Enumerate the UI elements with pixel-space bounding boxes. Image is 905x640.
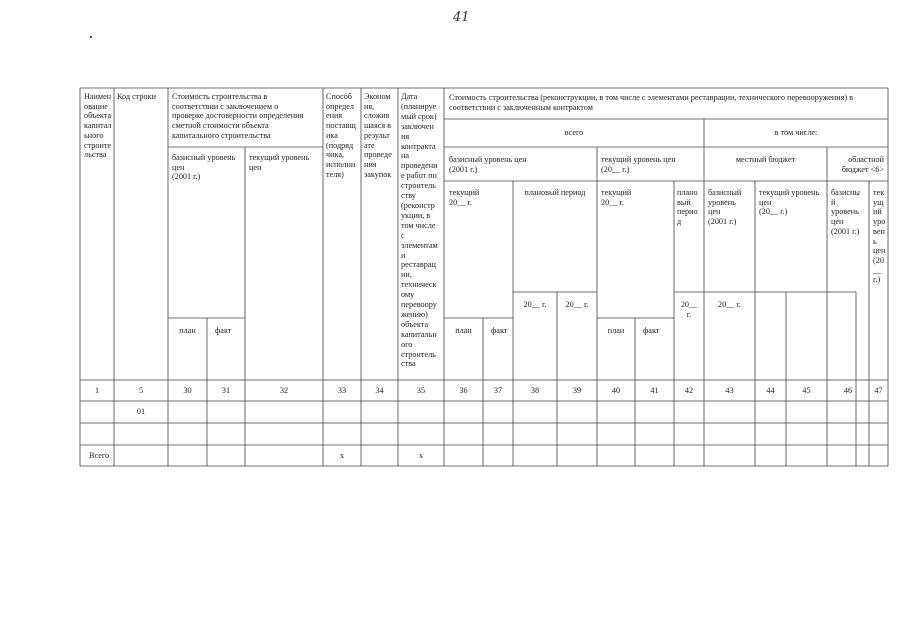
header-plan-2: план bbox=[455, 326, 472, 335]
col-num: 34 bbox=[375, 386, 384, 395]
header-lb-current: текущий уровень цен (20__ г.) bbox=[759, 188, 820, 217]
header-cost-group: Стоимость строительства в соответствии с заключением о проверке достоверности определения сметной стоимости объекта капитального строительства bbox=[172, 92, 304, 140]
header-rb-base: базисны й уровень цен (2001 г.) bbox=[831, 188, 860, 236]
col-num: 43 bbox=[725, 386, 734, 395]
col-num: 36 bbox=[459, 386, 468, 395]
header-year-c: 20__ г. bbox=[680, 300, 698, 319]
header-base-2001: базисный уровень цен (2001 г.) bbox=[449, 155, 527, 174]
header-lb-base: базисный уровень цен (2001 г.) bbox=[708, 188, 742, 227]
col-num: 42 bbox=[684, 386, 694, 395]
col-num: 38 bbox=[530, 386, 540, 395]
col-num: 35 bbox=[416, 386, 426, 395]
header-year-a: 20__ г. bbox=[523, 300, 547, 309]
header-planned-period-short: плано вый перио д bbox=[677, 188, 698, 227]
page-number: 41 bbox=[453, 10, 470, 25]
total-col33: х bbox=[339, 451, 345, 460]
total-col35: х bbox=[418, 451, 424, 460]
header-base-level: базисный уровень цен (2001 г.) bbox=[172, 153, 236, 182]
header-code: Код строки bbox=[117, 92, 156, 101]
col-num: 1 bbox=[94, 386, 100, 395]
row-code: 01 bbox=[136, 407, 146, 416]
header-current-20-a: текущий 20__ г. bbox=[449, 188, 480, 207]
header-current-20-b: текущий 20__ г. bbox=[601, 188, 632, 207]
total-label: Всего bbox=[89, 451, 110, 460]
col-num: 31 bbox=[221, 386, 231, 395]
header-economy: Эконом ия, сложив шаяся в результ ате проведе ния закупок bbox=[364, 92, 392, 179]
header-method: Способ определ ения поставщ ика (подряд чика, исполни теля) bbox=[326, 92, 356, 179]
header-fact-3: факт bbox=[643, 326, 660, 335]
col-num: 39 bbox=[572, 386, 582, 395]
header-fact-2: факт bbox=[491, 326, 508, 335]
header-current-20: текущий уровень цен (20__ г.) bbox=[601, 155, 676, 174]
header-fact: факт bbox=[215, 326, 232, 335]
header-regional-budget: областной бюджет <6> bbox=[841, 155, 884, 174]
header-year-b: 20__ г. bbox=[565, 300, 589, 309]
col-num: 5 bbox=[138, 386, 144, 395]
header-total: всего bbox=[564, 128, 584, 137]
col-num: 30 bbox=[183, 386, 192, 395]
col-num: 41 bbox=[650, 386, 659, 395]
header-name: Наимен ование объекта капитал ьного строите льства bbox=[84, 92, 112, 160]
col-num: 46 bbox=[843, 386, 853, 395]
col-num: 47 bbox=[874, 386, 883, 395]
header-including: в том числе: bbox=[774, 128, 818, 137]
col-num: 33 bbox=[337, 386, 347, 395]
header-plan-3: план bbox=[607, 326, 625, 335]
header-date: Дата (планируе мый срок) заключен ия контракта на проведени е работ по строитель ству (реконстр укции, в том числе с элементам и реставрац ии, техническ ому перевоору жению) объекта капитальн ого строитель ства bbox=[401, 92, 438, 369]
col-num: 32 bbox=[279, 386, 289, 395]
header-current-level: текущий уровень цен bbox=[249, 153, 310, 172]
col-num: 40 bbox=[611, 386, 621, 395]
header-plan: план bbox=[179, 326, 196, 335]
col-num: 44 bbox=[766, 386, 775, 395]
header-local-budget: местный бюджет bbox=[735, 155, 796, 164]
col-num: 45 bbox=[802, 386, 811, 395]
header-rb-current: тек ущ ий уро вен ь цен (20 __ г.) bbox=[873, 188, 886, 285]
header-planned-period: плановый период bbox=[524, 188, 586, 197]
col-num: 37 bbox=[493, 386, 503, 395]
header-year-d: 20__ г. bbox=[718, 300, 741, 309]
header-contract-cost: Стоимость строительства (реконструкции, в том числе с элементами реставрации, технического перевооружения) в соответствии с заключенным контрактом bbox=[449, 93, 854, 112]
